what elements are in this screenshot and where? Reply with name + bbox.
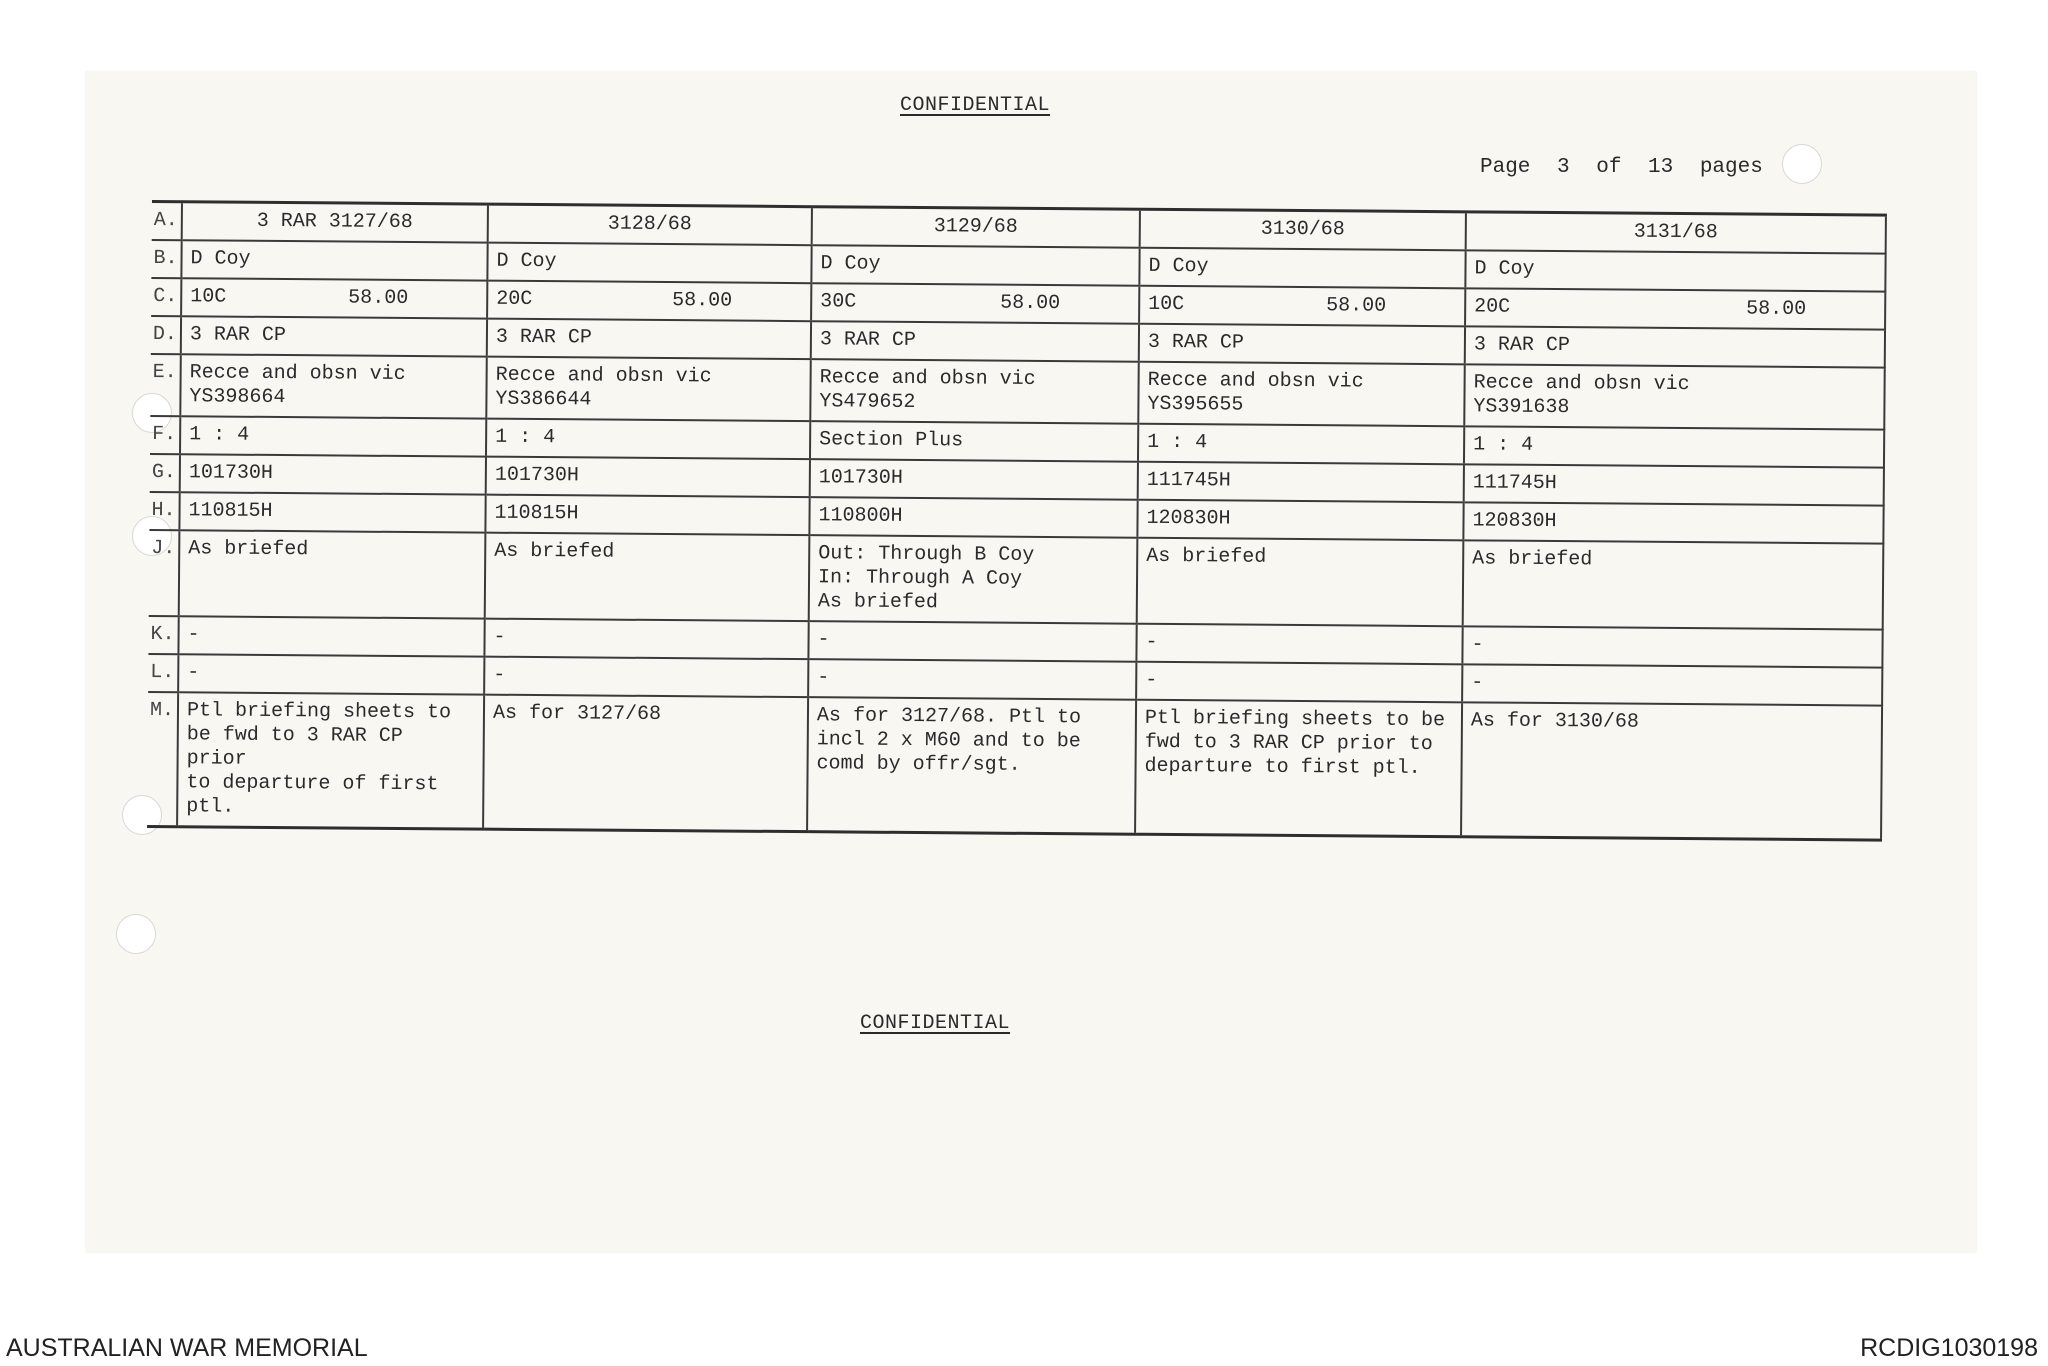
table-cell: As for 3127/68 — [483, 695, 808, 832]
table-cell: 3 RAR CP — [1465, 326, 1885, 367]
table-cell: 3130/68 — [1140, 209, 1466, 250]
table-cell: 101730H — [486, 457, 810, 498]
table-cell: As briefed — [1137, 538, 1464, 627]
classification-header: CONFIDENTIAL — [900, 94, 1051, 117]
page-number: Page 3 of 13 pages — [1480, 156, 1763, 179]
punch-hole — [1782, 144, 1822, 184]
table-cell — [811, 283, 1139, 324]
table-cell: 3128/68 — [488, 204, 812, 245]
table-cell: - — [484, 657, 808, 698]
table-cell: As briefed — [485, 533, 810, 622]
row-letter: B. — [151, 240, 181, 278]
table-cell — [1465, 288, 1885, 329]
table-cell: D Coy — [1465, 250, 1885, 291]
table-cell: Recce and obsn vic YS395655 — [1138, 362, 1464, 427]
grid-reference: 58.00 — [1326, 294, 1387, 318]
table-cell: 101730H — [180, 454, 486, 494]
punch-hole — [116, 914, 156, 954]
table-cell: 3 RAR CP — [1139, 324, 1465, 365]
table-cell: 3129/68 — [812, 207, 1140, 248]
grid-reference: 58.00 — [672, 289, 733, 313]
table-cell: 110800H — [809, 497, 1137, 538]
table-cell: Out: Through B Coy In: Through A Coy As briefed — [809, 535, 1138, 624]
table-cell: - — [808, 659, 1136, 700]
table-cell: 120830H — [1137, 500, 1463, 541]
grid-square: 20C — [1474, 295, 1511, 319]
table-row — [147, 692, 1882, 840]
table-cell: Recce and obsn vic YS398664 — [180, 354, 486, 418]
table-cell: As briefed — [179, 530, 486, 618]
row-letter: J. — [149, 530, 180, 616]
grid-square: 30C — [820, 290, 857, 314]
table-cell: - — [1462, 626, 1882, 667]
table-cell: 1 : 4 — [1464, 426, 1884, 467]
table-cell: As briefed — [1463, 540, 1884, 629]
grid-square: 20C — [496, 287, 533, 311]
table-cell: Ptl briefing sheets to be fwd to 3 RAR CP prior to departure of first ptl. — [177, 692, 484, 829]
table-cell: Recce and obsn vic YS391638 — [1464, 364, 1884, 429]
table-cell: 111745H — [1138, 462, 1464, 503]
table-cell: 1 : 4 — [486, 419, 810, 460]
table-cell: D Coy — [487, 243, 811, 284]
table-cell: 3131/68 — [1466, 212, 1886, 254]
row-letter: E. — [150, 354, 180, 416]
table-cell: - — [178, 616, 484, 656]
classification-footer: CONFIDENTIAL — [860, 1012, 1011, 1035]
grid-reference: 58.00 — [1000, 291, 1061, 316]
grid-reference: 58.00 — [1746, 297, 1807, 321]
table-cell: As for 3127/68. Ptl to incl 2 x M60 and to be comd by offr/sgt. — [807, 697, 1136, 834]
row-letter: L. — [148, 654, 178, 692]
table-cell: As for 3130/68 — [1461, 702, 1882, 840]
table-cell: - — [1136, 662, 1462, 703]
table-cell: Recce and obsn vic YS386644 — [486, 357, 810, 422]
table-cell: - — [484, 619, 808, 660]
table-cell: - — [1462, 664, 1882, 705]
table-cell: Section Plus — [810, 421, 1138, 462]
grid-reference: 58.00 — [348, 286, 409, 311]
table-cell: 111745H — [1464, 464, 1884, 505]
row-letter: F. — [150, 416, 180, 454]
row-letter: C. — [151, 278, 181, 316]
table-cell: D Coy — [181, 240, 487, 280]
table-cell: 3 RAR CP — [811, 321, 1139, 362]
table-cell: 110815H — [179, 492, 485, 532]
row-letter: K. — [148, 616, 178, 654]
patrol-orders-table — [147, 200, 1887, 842]
row-letter: A. — [152, 201, 182, 240]
table-cell: 101730H — [810, 459, 1138, 500]
table-cell: 1 : 4 — [180, 416, 486, 456]
row-letter: H. — [149, 492, 179, 530]
row-letter: D. — [151, 316, 181, 354]
table-cell — [487, 281, 811, 322]
table-cell: 120830H — [1463, 502, 1883, 543]
table-cell: Recce and obsn vic YS479652 — [810, 359, 1138, 424]
archive-credit: AUSTRALIAN WAR MEMORIAL — [6, 1334, 368, 1362]
table-cell: 3 RAR 3127/68 — [182, 202, 488, 243]
grid-square: 10C — [190, 285, 227, 309]
table-cell: - — [1136, 624, 1462, 665]
table-row — [149, 530, 1884, 630]
row-letter: G. — [150, 454, 180, 492]
table-cell: D Coy — [811, 245, 1139, 286]
table-cell — [1139, 286, 1465, 327]
table-cell: 3 RAR CP — [181, 316, 487, 356]
table-cell — [181, 278, 487, 318]
grid-square: 10C — [1148, 292, 1185, 317]
archive-id: RCDIG1030198 — [1860, 1334, 2038, 1362]
table-cell: 1 : 4 — [1138, 424, 1464, 465]
table-cell: D Coy — [1139, 248, 1465, 289]
table-cell: - — [178, 654, 484, 694]
row-letter: M. — [147, 692, 178, 827]
table-cell: - — [808, 621, 1136, 662]
table-cell: 110815H — [485, 495, 809, 536]
table-cell: 3 RAR CP — [487, 319, 811, 360]
table-cell: Ptl briefing sheets to be fwd to 3 RAR CP prior to departure to first ptl. — [1135, 700, 1462, 837]
